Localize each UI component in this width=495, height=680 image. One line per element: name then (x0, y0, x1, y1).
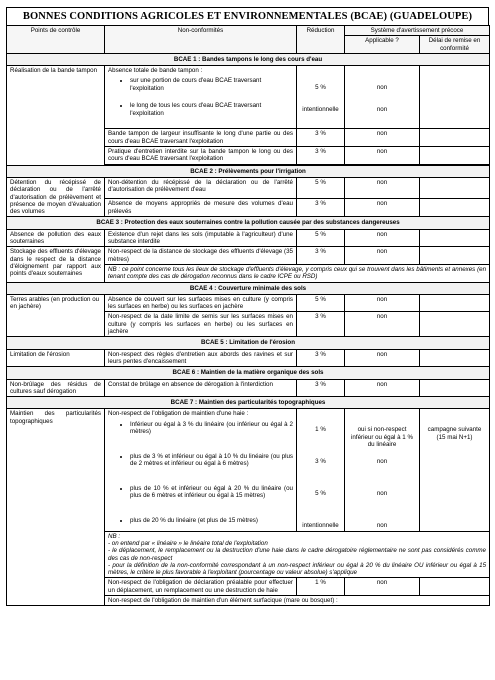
control-point: Stockage des effluents d'élevage dans le respect de la distance d'éloignement par rapport aux points d'eaux souterraines (7, 247, 105, 282)
list-item: • plus de 3 % et inférieur ou égal à 10 % du linéaire (ou plus de 2 mètres et inférieur ou égal à 6 mètres) (130, 453, 293, 482)
reduction-value: 5 % (297, 229, 345, 247)
section-row (7, 397, 490, 409)
delai-cell (420, 312, 490, 337)
table-row (7, 379, 490, 397)
list-item: • plus de 20 % du linéaire (et plus de 15 mètres) (130, 517, 293, 524)
list-item: • plus de 10 % et inférieur ou égal à 20 % du linéaire (ou plus de 6 mètres et inférieur ou égal à 15 mètres) (130, 485, 293, 514)
header-reduction: Réduction (297, 26, 345, 54)
header-nc: Non-conformités (105, 26, 297, 54)
section-title: BCAE 1 : Bandes tampons le long des cours d'eau (7, 53, 490, 65)
nonconformity-text: Absence totale de bande tampon : (108, 67, 203, 75)
note-line: - on entend par « linéaire » le linéaire total de l'exploitation (108, 539, 268, 547)
note-line: - pour la définition de la non-conformité correspondant à un non-respect inférieur ou égal à 20 % du linéaire OU inférieur ou égal à 15 mètres, le critère le plus favorable à l'exploitant (pourcentage ou valeur absolue) s'applique (108, 561, 487, 577)
bullet-list (108, 421, 293, 524)
table-row (7, 247, 490, 265)
section-row (7, 282, 490, 294)
nonconformity: Non-respect de l'obligation de déclaration préalable pour effectuer un déplacement, un remplacement ou une destruction de haie (105, 578, 297, 596)
control-point: Réalisation de la bande tampon (7, 66, 105, 165)
section-title: BCAE 3 : Protection des eaux souterraines contre la pollution causée par des substances dangereuses (7, 217, 490, 229)
delai-cell (420, 229, 490, 247)
delai-cell (420, 294, 490, 312)
applicable-cell (345, 66, 420, 129)
section-title: BCAE 5 : Limitation de l'érosion (7, 337, 490, 349)
note-block (105, 531, 490, 578)
reduction-value: 3 % (297, 379, 345, 397)
delai-cell (420, 409, 490, 531)
reduction-value: 3 % (297, 312, 345, 337)
section-row (7, 367, 490, 379)
table-row (7, 229, 490, 247)
nonconformity: Bande tampon de largeur insuffisante le long d'une partie ou des cours d'eau BCAE traversant l'exploitation (105, 129, 297, 147)
applicable-value: non (345, 199, 420, 217)
applicable-value: non (345, 129, 420, 147)
control-point: Limitation de l'érosion (7, 349, 105, 367)
table-header-row (7, 26, 490, 36)
applicable-cell (345, 409, 420, 531)
reduction-value: 3 % (297, 199, 345, 217)
applicable-value: non (376, 458, 388, 466)
control-point: Maintien des particularités topographiques (7, 409, 105, 606)
delai-cell (420, 379, 490, 397)
nonconformity: Pratique d'entretien interdite sur la bande tampon le long ou des cours d'eau BCAE traversant l'exploitation (105, 147, 297, 165)
list-item: • sur une portion de cours d'eau BCAE traversant l'exploitation (130, 77, 293, 99)
reduction-value: 5 % (297, 294, 345, 312)
applicable-value: non (376, 106, 388, 114)
table-row (7, 66, 490, 129)
table-row (7, 409, 490, 531)
delai-cell (420, 199, 490, 217)
section-title: BCAE 7 : Maintien des particularités topographiques (7, 397, 490, 409)
nonconformity: Absence de couvert sur les surfaces mises en culture (y compris les surfaces en herbe) ou les surfaces en jachère (105, 294, 297, 312)
applicable-value: non (345, 177, 420, 198)
control-point: Détention du récépissé de déclaration ou de l'arrêté d'autorisation de prélèvement et présence de moyen d'évaluation des volumes (7, 177, 105, 216)
reduction-value: 3 % (297, 247, 345, 265)
applicable-value: non (345, 229, 420, 247)
reduction-value: 3 % (297, 349, 345, 367)
applicable-value: non (345, 578, 420, 596)
control-point: Non-brûlage des résidus de cultures sauf dérogation (7, 379, 105, 397)
section-title: BCAE 6 : Maintien de la matière organique des sols (7, 367, 490, 379)
nonconformity: Non-détention du récépissé de la déclaration ou de l'arrêté d'autorisation de prélèvement d'eau (105, 177, 297, 198)
reduction-value: 3 % (297, 129, 345, 147)
section-row (7, 165, 490, 177)
delai-cell (420, 66, 490, 129)
applicable-value: non (345, 379, 420, 397)
reduction-cell (297, 66, 345, 129)
table-row (7, 294, 490, 312)
applicable-value: non (376, 522, 388, 530)
note-head: NB : (108, 532, 121, 540)
applicable-value: non (376, 84, 388, 92)
applicable-value: non (345, 247, 420, 265)
nonconformity: Non-respect de la distance de stockage des effluents d'élevage (35 mètres) (105, 247, 297, 265)
applicable-value: oui si non-respect inférieur ou égal à 1 % du linéaire (351, 426, 413, 448)
nonconformity: Absence de moyens appropriés de mesure des volumes d'eau prélevés (105, 199, 297, 217)
delai-cell (420, 349, 490, 367)
control-point: Terres arables (en production ou en jachère) (7, 294, 105, 336)
nonconformity-text: Non-respect de l'obligation de maintien d'une haie : (108, 410, 249, 418)
reduction-value: 3 % (297, 147, 345, 165)
header-points: Points de contrôle (7, 26, 105, 54)
control-point: Absence de pollution des eaux souterraines (7, 229, 105, 247)
applicable-value: non (376, 490, 388, 498)
nonconformity: Non-respect de la date limite de semis sur les surfaces mises en culture (y compris les surfaces en herbe) ou les surfaces en jachère (105, 312, 297, 337)
nonconformity: Non-respect de l'obligation de maintien d'un élément surfacique (mare ou bosquet) : (105, 596, 490, 606)
reduction-value: 5 % (315, 84, 326, 92)
nonconformity: Non-respect des règles d'entretien aux abords des ravines et sur leurs pentes d'encaissement (105, 349, 297, 367)
header-delai: Délai de remise en conformité (420, 36, 490, 54)
applicable-value: non (345, 294, 420, 312)
reduction-value: 5 % (297, 177, 345, 198)
reduction-value: 1 % (315, 426, 326, 434)
section-title: BCAE 2 : Prélèvements pour l'irrigation (7, 165, 490, 177)
document-title: BONNES CONDITIONS AGRICOLES ET ENVIRONNEMENTALES (BCAE) (GUADELOUPE) (6, 7, 489, 26)
nonconformity: Existence d'un rejet dans les sols (imputable à l'agriculteur) d'une substance interdite (105, 229, 297, 247)
reduction-value: 5 % (315, 490, 326, 498)
delai-cell (420, 129, 490, 147)
delai-cell (420, 177, 490, 198)
bullet-list (108, 77, 293, 124)
section-row (7, 53, 490, 65)
delai-cell (420, 147, 490, 165)
nonconformity (105, 66, 297, 129)
note-line: - le déplacement, le remplacement ou la destruction d'une haie dans le cadre dérogatoire réglementaire ne sont pas considérés comme des cas de non-respect (108, 547, 487, 562)
reduction-value: intentionnelle (302, 522, 339, 530)
applicable-value: non (345, 312, 420, 337)
section-row (7, 337, 490, 349)
delai-value: campagne suivante (15 mai N+1) (427, 426, 482, 441)
applicable-value: non (345, 147, 420, 165)
bcae-table (6, 25, 490, 606)
section-title: BCAE 4 : Couverture minimale des sols (7, 282, 490, 294)
delai-cell (420, 578, 490, 596)
header-applicable: Applicable ? (345, 36, 420, 54)
reduction-value: 1 % (297, 578, 345, 596)
note-text: NB : ce point concerne tous les lieux de stockage d'effluents d'élevage, y compris ceux qui se trouvent dans les bâtiments et annexes (en tenant compte des cas de dérogation reconnus dans le cadre ICPE ou RSD) (105, 264, 490, 282)
reduction-cell (297, 409, 345, 531)
list-item: • Inférieur ou égal à 3 % du linéaire (ou inférieur ou égal à 2 mètres) (130, 421, 293, 450)
list-item: • le long de tous les cours d'eau BCAE traversant l'exploitation (130, 102, 293, 124)
nonconformity (105, 409, 297, 531)
reduction-value: 3 % (315, 458, 326, 466)
reduction-value: intentionnelle (302, 106, 339, 114)
table-row (7, 349, 490, 367)
section-row (7, 217, 490, 229)
table-row (7, 177, 490, 198)
delai-cell (420, 247, 490, 265)
nonconformity: Constat de brûlage en absence de dérogation à l'interdiction (105, 379, 297, 397)
applicable-value: non (345, 349, 420, 367)
document-page (6, 7, 489, 606)
header-systeme: Système d'avertissement précoce (345, 26, 490, 36)
